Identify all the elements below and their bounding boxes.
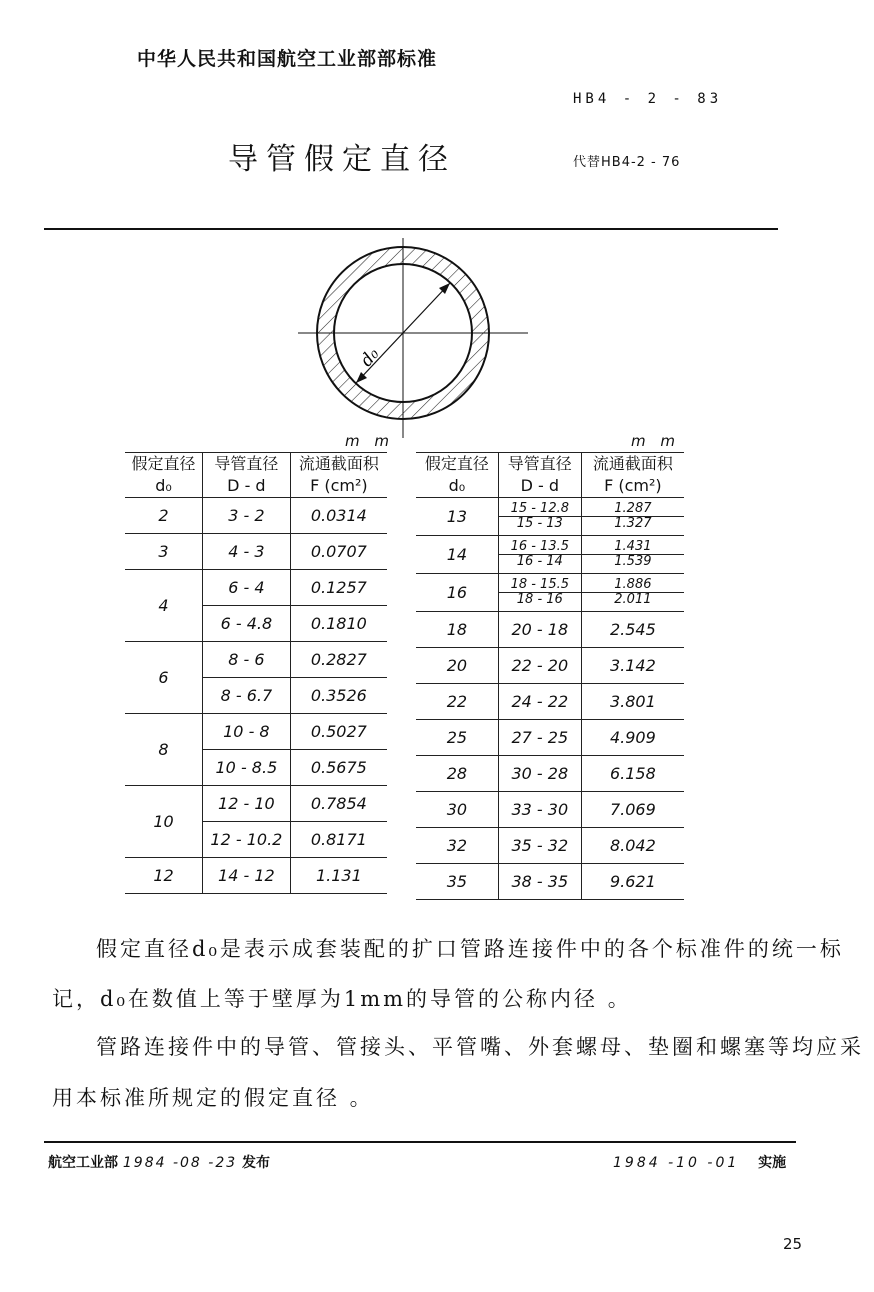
effective-info <box>613 1152 786 1172</box>
tube-diameter: 14 - 12 <box>203 858 291 894</box>
flow-area: 0.2827 <box>290 642 387 678</box>
unit-label-right: m m <box>631 432 680 450</box>
table-row <box>416 612 684 648</box>
table-row <box>416 574 684 612</box>
table-row <box>125 642 387 678</box>
table-row <box>416 720 684 756</box>
tube-diameter: 10 - 8 <box>203 714 291 750</box>
flow-area-pair <box>581 498 684 536</box>
flow-area: 7.069 <box>581 792 684 828</box>
flow-area: 3.801 <box>581 684 684 720</box>
tube-diameter: 3 - 2 <box>203 498 291 534</box>
table-row <box>416 828 684 864</box>
col-header-tube: 导管直径 D - d <box>498 453 581 498</box>
tube-diameter: 20 - 18 <box>498 612 581 648</box>
tube-diameter: 12 - 10.2 <box>203 822 291 858</box>
body-paragraph-1-line-2: 记，d₀在数值上等于壁厚为1mm的导管的公称内径 。 <box>52 987 632 1011</box>
table-row <box>416 792 684 828</box>
tube-diameter: 15 - 13 <box>516 516 563 531</box>
assumed-diameter: 14 <box>416 536 498 574</box>
flow-area: 0.3526 <box>290 678 387 714</box>
flow-area: 0.1810 <box>290 606 387 642</box>
table-row <box>125 534 387 570</box>
tube-diameter: 10 - 8.5 <box>203 750 291 786</box>
table-row <box>416 756 684 792</box>
assumed-diameter: 13 <box>416 498 498 536</box>
table-row <box>125 498 387 534</box>
publish-date: 1984 -08 -23 <box>122 1155 238 1171</box>
tube-diameter: 22 - 20 <box>498 648 581 684</box>
body-paragraph-2-line-1: 管路连接件中的导管、管接头、平管嘴、外套螺母、垫圈和螺塞等均应采 <box>96 1035 864 1059</box>
tube-diameter: 6 - 4 <box>203 570 291 606</box>
standard-number: HB4 - 2 - 83 <box>573 91 723 107</box>
assumed-diameter: 20 <box>416 648 498 684</box>
publish-label: 发布 <box>242 1155 271 1171</box>
flow-area: 4.909 <box>581 720 684 756</box>
tube-diameter-pair <box>498 574 581 612</box>
tube-diameter: 8 - 6.7 <box>203 678 291 714</box>
assumed-diameter: 10 <box>125 786 203 858</box>
assumed-diameter: 2 <box>125 498 203 534</box>
tube-diameter: 18 - 15.5 <box>499 578 581 593</box>
table-row <box>416 498 684 536</box>
footer-rule <box>44 1141 796 1143</box>
issuing-authority: 中华人民共和国航空工业部部标准 <box>137 48 438 70</box>
assumed-diameter: 8 <box>125 714 203 786</box>
table-row <box>125 786 387 822</box>
flow-area: 0.1257 <box>290 570 387 606</box>
table-row <box>416 684 684 720</box>
unit-label-left: m m <box>345 432 394 450</box>
body-paragraph-1-line-1: 假定直径d₀是表示成套装配的扩口管路连接件中的各个标准件的统一标 <box>96 937 844 961</box>
col-header-area: 流通截面积 F (cm²) <box>290 453 387 498</box>
table-row <box>416 648 684 684</box>
diameter-label: d₀ <box>356 344 384 371</box>
assumed-diameter: 12 <box>125 858 203 894</box>
tube-diameter: 33 - 30 <box>498 792 581 828</box>
body-paragraph-2-line-2: 用本标准所规定的假定直径 。 <box>52 1086 374 1110</box>
tube-cross-section-figure <box>298 238 528 438</box>
table-row <box>125 714 387 750</box>
flow-area: 0.5027 <box>290 714 387 750</box>
effective-label: 实施 <box>758 1155 787 1171</box>
document-title: 导管假定直径 <box>228 142 456 177</box>
tube-diameter: 8 - 6 <box>203 642 291 678</box>
flow-area: 0.0707 <box>290 534 387 570</box>
table-row <box>125 570 387 606</box>
col-header-tube: 导管直径 D - d <box>203 453 291 498</box>
table-row <box>125 858 387 894</box>
flow-area: 0.5675 <box>290 750 387 786</box>
tube-diameter: 27 - 25 <box>498 720 581 756</box>
flow-area: 0.8171 <box>290 822 387 858</box>
assumed-diameter: 30 <box>416 792 498 828</box>
tube-diameter: 4 - 3 <box>203 534 291 570</box>
assumed-diameter: 32 <box>416 828 498 864</box>
flow-area: 1.539 <box>614 554 652 569</box>
flow-area: 3.142 <box>581 648 684 684</box>
assumed-diameter: 6 <box>125 642 203 714</box>
tube-diameter: 30 - 28 <box>498 756 581 792</box>
tube-diameter: 16 - 14 <box>516 554 563 569</box>
diameter-table-left <box>125 452 387 894</box>
header-rule <box>44 228 778 230</box>
flow-area: 1.131 <box>290 858 387 894</box>
tube-diameter: 38 - 35 <box>498 864 581 900</box>
flow-area: 0.7854 <box>290 786 387 822</box>
assumed-diameter: 22 <box>416 684 498 720</box>
page-number: 25 <box>783 1235 803 1253</box>
publish-info <box>48 1152 270 1172</box>
tube-diameter: 6 - 4.8 <box>203 606 291 642</box>
tube-diameter: 16 - 13.5 <box>499 540 581 555</box>
flow-area: 6.158 <box>581 756 684 792</box>
flow-area: 1.287 <box>582 502 684 517</box>
flow-area: 1.327 <box>614 516 652 531</box>
tube-diameter-pair <box>498 536 581 574</box>
flow-area: 1.886 <box>582 578 684 593</box>
diameter-table-right <box>416 452 684 900</box>
publisher: 航空工业部 <box>48 1155 118 1171</box>
flow-area: 9.621 <box>581 864 684 900</box>
flow-area: 2.011 <box>614 592 652 607</box>
assumed-diameter: 25 <box>416 720 498 756</box>
tube-diameter: 12 - 10 <box>203 786 291 822</box>
flow-area: 2.545 <box>581 612 684 648</box>
tube-diameter-pair <box>498 498 581 536</box>
flow-area: 0.0314 <box>290 498 387 534</box>
table-row <box>416 536 684 574</box>
flow-area: 1.431 <box>582 540 684 555</box>
flow-area: 8.042 <box>581 828 684 864</box>
flow-area-pair <box>581 574 684 612</box>
assumed-diameter: 18 <box>416 612 498 648</box>
table-row <box>416 864 684 900</box>
assumed-diameter: 35 <box>416 864 498 900</box>
tube-diameter: 18 - 16 <box>516 592 563 607</box>
flow-area-pair <box>581 536 684 574</box>
assumed-diameter: 4 <box>125 570 203 642</box>
col-header-area: 流通截面积 F (cm²) <box>581 453 684 498</box>
assumed-diameter: 3 <box>125 534 203 570</box>
replaces-note: 代替HB4-2 - 76 <box>573 155 681 170</box>
tube-diameter: 35 - 32 <box>498 828 581 864</box>
assumed-diameter: 16 <box>416 574 498 612</box>
tube-diameter: 24 - 22 <box>498 684 581 720</box>
tube-diameter: 15 - 12.8 <box>499 502 581 517</box>
col-header-assumed: 假定直径 d₀ <box>416 453 498 498</box>
effective-date: 1984 -10 -01 <box>613 1155 740 1171</box>
col-header-assumed: 假定直径 d₀ <box>125 453 203 498</box>
assumed-diameter: 28 <box>416 756 498 792</box>
